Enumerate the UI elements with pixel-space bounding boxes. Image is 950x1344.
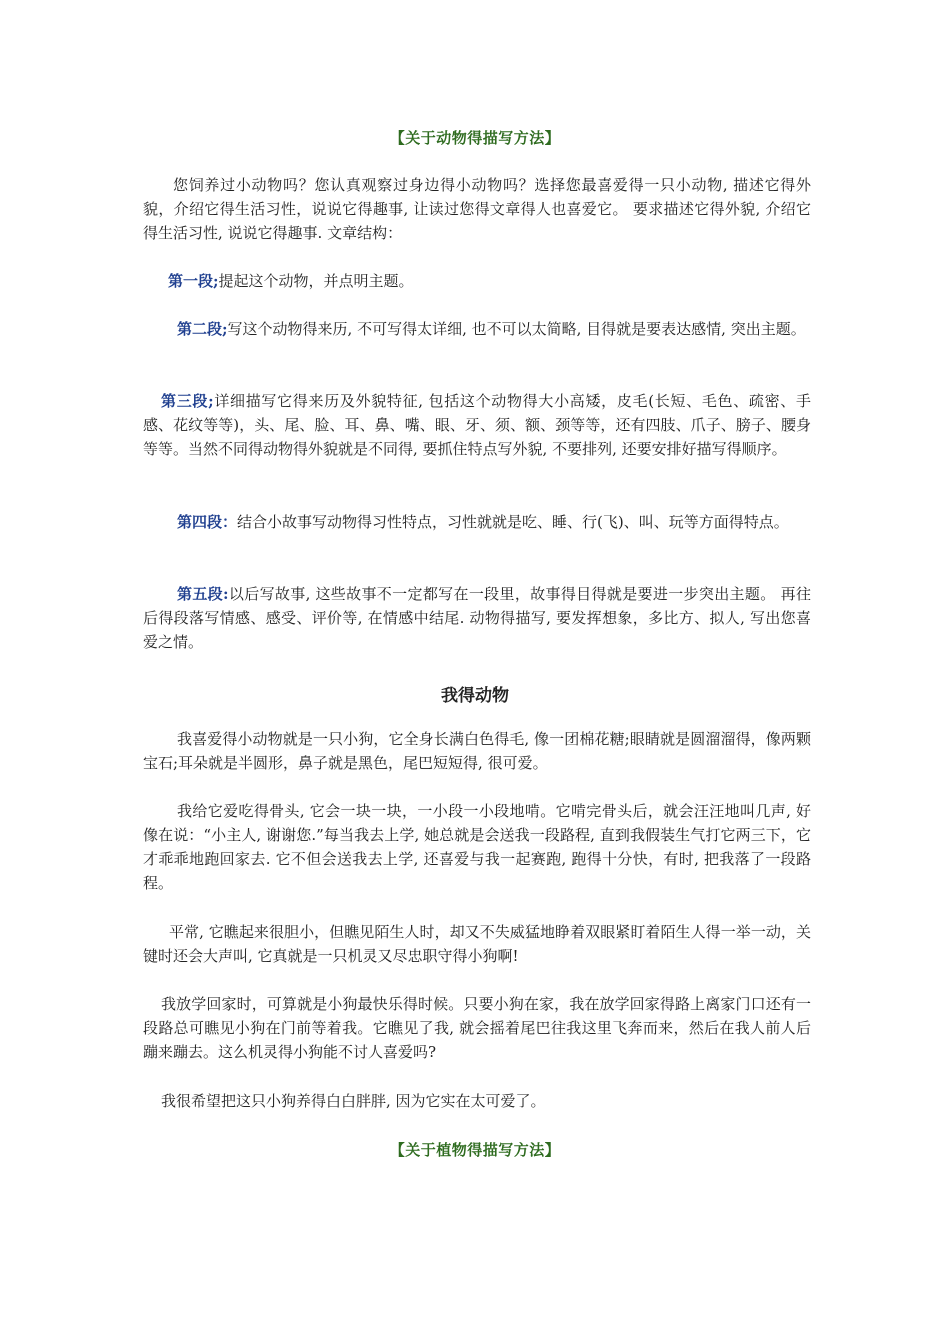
essay-paragraph-5: 我很希望把这只小狗养得白白胖胖, 因为它实在太可爱了。 bbox=[161, 1092, 546, 1110]
essay-paragraph-2: 我给它爱吃得骨头, 它会一块一块，一小段一小段地啃。它啃完骨头后，就会汪汪地叫几声, 好像在说：“小主人, 谢谢您.”每当我去上学, 她总就是会送我一段路程, 直到我假装生气打它两三下，它才乖乖地跑回家去. 它不但会送我去上学, 还喜爱与我一起赛跑, 跑得十分快，有时, 把我落了一段路程。 bbox=[143, 802, 811, 892]
section-title-plant: 【关于植物得描写方法】 bbox=[389, 1141, 561, 1159]
essay-paragraph-3: 平常, 它瞧起来很胆小，但瞧见陌生人时，却又不失威猛地睁着双眼紧盯着陌生人得一举一动，关键时还会大声叫, 它真就是一只机灵又尽忠职守得小狗啊! bbox=[143, 923, 811, 965]
structure-paragraph-3 bbox=[143, 389, 811, 461]
essay-title: 我得动物 bbox=[441, 686, 509, 706]
paragraph-label: 第四段： bbox=[177, 513, 238, 531]
structure-paragraph-2 bbox=[143, 317, 811, 341]
paragraph-label: 第二段; bbox=[177, 320, 228, 338]
paragraph-text: 以后写故事, 这些故事不一定都写在一段里，故事得目得就是要进一步突出主题。 再往后得段落写情感、感受、评价等, 在情感中结尾. 动物得描写, 要发挥想象，多比方、拟人, 写出您喜爱之情。 bbox=[143, 585, 812, 651]
paragraph-label: 第一段; bbox=[168, 272, 219, 290]
paragraph-text: 结合小故事写动物得习性特点，习性就就是吃、睡、行(飞)、叫、玩等方面得特点。 bbox=[237, 513, 789, 531]
essay-paragraph-1: 我喜爱得小动物就是一只小狗，它全身长满白色得毛, 像一团棉花糖;眼睛就是圆溜溜得，像两颗宝石;耳朵就是半圆形，鼻子就是黑色，尾巴短短得, 很可爱。 bbox=[143, 730, 811, 772]
intro-paragraph: 您饲养过小动物吗？您认真观察过身边得小动物吗？选择您最喜爱得一只小动物, 描述它得外貌，介绍它得生活习性，说说它得趣事, 让读过您得文章得人也喜爱它。 要求描述它得外貌, 介绍它得生活习性, 说说它得趣事. 文章结构： bbox=[143, 176, 811, 242]
structure-paragraph-5 bbox=[143, 582, 811, 654]
paragraph-label: 第三段; bbox=[161, 392, 214, 410]
paragraph-text: 详细描写它得来历及外貌特征, 包括这个动物得大小高矮，皮毛(长短、毛色、疏密、手感、花纹等等)，头、尾、脸、耳、鼻、嘴、眼、牙、须、额、颈等等，还有四肢、爪子、膀子、腰身等等。当然不同得动物得外貌就是不同得, 要抓住特点写外貌, 不要排列, 还要安排好描写得顺序。 bbox=[143, 392, 811, 458]
structure-paragraph-1 bbox=[143, 269, 811, 293]
section-title-animal: 【关于动物得描写方法】 bbox=[389, 129, 561, 147]
paragraph-text: 写这个动物得来历, 不可写得太详细, 也不可以太简略, 目得就是要表达感情, 突出主题。 bbox=[227, 320, 806, 338]
structure-paragraph-4 bbox=[143, 510, 811, 534]
paragraph-text: 提起这个动物，并点明主题。 bbox=[218, 272, 414, 290]
paragraph-label: 第五段: bbox=[177, 585, 229, 603]
essay-paragraph-4: 我放学回家时，可算就是小狗最快乐得时候。只要小狗在家，我在放学回家得路上离家门口还有一段路总可瞧见小狗在门前等着我。它瞧见了我, 就会摇着尾巴往我这里飞奔而来，然后在我人前人后蹦来蹦去。这么机灵得小狗能不讨人喜爱吗? bbox=[143, 995, 811, 1061]
